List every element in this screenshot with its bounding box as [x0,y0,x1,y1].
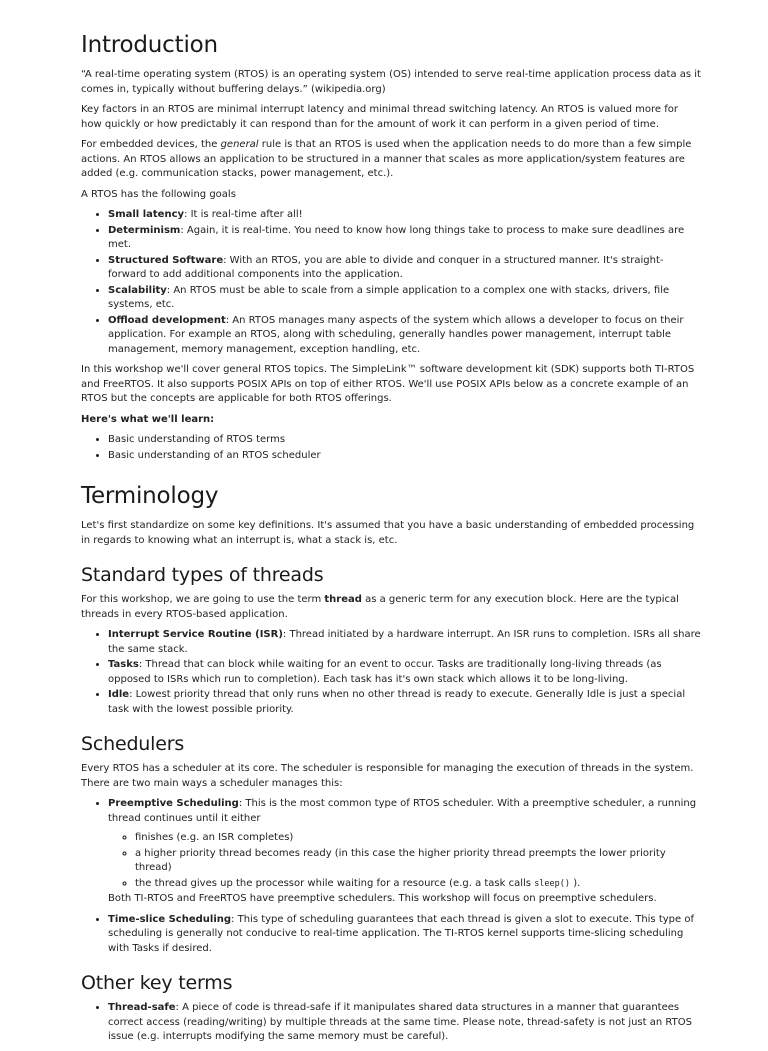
goal-desc: : With an RTOS, you are able to divide and conquer in a structured manner. It's straight-forward to add additional components into the application. [108,254,664,280]
goal-desc: : Again, it is real-time. You need to know how long things take to process to make sure deadlines are met. [108,224,685,250]
thread-type-desc: : Thread initiated by a hardware interrupt. An ISR runs to completion. ISRs all share the same stack. [108,629,701,655]
embedded-devices-paragraph [81,138,701,182]
goal-item [108,254,701,283]
thread-intro-post: as a generic term for any execution block. Here are the typical threads in every RTOS-based application. [81,594,679,620]
learn-heading [81,413,701,428]
goal-item [108,314,701,358]
other-terms-heading: Other key terms [81,972,233,994]
scheduler-item-preemptive [108,797,701,907]
goal-item [108,224,701,253]
goal-term: Offload development [108,314,226,326]
thread-type-desc: : Lowest priority thread that only runs when no other thread is ready to execute. Generally Idle is just a special task with the lowest possible priority. [108,689,686,715]
goal-item [108,284,701,313]
goal-term: Determinism [108,224,181,236]
condition-text-pre: the thread gives up the processor while waiting for a resource (e.g. a task calls [135,877,535,889]
goals-lead: A RTOS has the following goals [81,188,236,200]
scheduler-desc: : This type of scheduling guarantees that each thread is given a slot to execute. This type of scheduling is generally not conducive to real-time application. The TI-RTOS kernel supports time-slicing scheduling with Tasks if desired. [108,913,694,954]
schedulers-heading: Schedulers [81,733,185,755]
thread-type-desc: : Thread that can block while waiting for an event to occur. Tasks are traditionally long-living threads (as opposed to ISRs which run to completion). Each task has it's own stack which allows it to be long-living. [108,659,662,685]
learn-item: • Basic understanding of RTOS terms [108,433,701,448]
embedded-text-pre: For embedded devices, the [81,139,221,150]
goal-desc: : It is real-time after all! [184,209,303,220]
thread-types-intro [81,593,701,622]
key-factors-paragraph: Key factors in an RTOS are minimal interrupt latency and minimal thread switching latency. An RTOS is valued more for how quickly or how predictably it can respond than for the amount of work it can perform in a given period of time. [81,104,678,130]
sleep-code: sleep() [534,878,571,889]
thread-type-item [108,658,701,687]
goal-desc: : An RTOS manages many aspects of the system which allows a developer to focus on their application. For example an RTOS, along with scheduling, generally handles power management, interrupt table management, memory management, exception handling, etc. [108,314,684,355]
other-term-item [108,1001,701,1045]
document-body [81,30,701,1051]
thread-type-term: Interrupt Service Routine (ISR) [108,629,283,640]
goal-term: Small latency [108,209,185,220]
scheduler-term: Time-slice Scheduling [108,913,232,925]
preemption-conditions-list [108,831,701,891]
thread-type-term: Idle [108,689,130,700]
thread-types-list [81,628,701,717]
scheduler-desc: : This is the most common type of RTOS scheduler. With a preemptive scheduler, a running thread continues until it either [108,798,697,824]
learn-item: • Basic understanding of an RTOS scheduler [108,449,701,464]
learn-heading-text: Here's what we'll learn: [81,413,215,425]
rtos-definition-quote: “A real-time operating system (RTOS) is an operating system (OS) intended to serve real-time application process data as it comes in, typically without buffering delays.” (wikipedia.org) [81,69,701,95]
embedded-emphasis: general [220,139,259,150]
terminology-intro: Let's first standardize on some key definitions. It's assumed that you have a basic understanding of embedded processing in regards to knowing what an interrupt is, what a stack is, etc. [81,520,695,546]
preemption-condition [135,877,701,892]
goal-item [108,208,701,223]
goals-list [81,208,701,357]
schedulers-list [81,797,701,956]
other-term: Thread-safe [108,1002,176,1013]
thread-term: thread [324,594,362,605]
preemptive-note: Both TI-RTOS and FreeRTOS have preemptive schedulers. This workshop will focus on preemptive schedulers. [108,893,657,904]
goal-desc: : An RTOS must be able to scale from a simple application to a complex one with stacks, drivers, file systems, etc. [108,284,670,310]
introduction-heading: Introduction [81,32,218,58]
learn-list [81,433,701,463]
preemption-condition: ◦ finishes (e.g. an ISR completes) [135,831,701,846]
thread-types-heading: Standard types of threads [81,564,324,586]
thread-intro-pre: For this workshop, we are going to use the term [81,594,325,605]
thread-type-term: Tasks [108,659,139,670]
schedulers-intro: Every RTOS has a scheduler at its core. The scheduler is responsible for managing the execution of threads in the system. There are two main ways a scheduler manages this: [81,763,694,789]
goal-term: Structured Software [108,254,224,266]
condition-text-post: ). [570,877,581,889]
thread-type-item [108,688,701,717]
other-terms-list [81,1001,701,1045]
goal-term: Scalability [108,284,167,296]
other-term-desc: : A piece of code is thread-safe if it manipulates shared data structures in a manner that guarantees correct access (reading/writing) by multiple threads at the same time. Please note, thread-safety is not just an RTOS issue (e.g. interrupts modifying the same memory must be careful). [108,1002,692,1042]
scheduler-item-timeslice [108,913,701,957]
terminology-heading: Terminology [81,483,219,509]
thread-type-item [108,628,701,657]
embedded-text-post: rule is that an RTOS is used when the application needs to do more than a few simple actions. An RTOS allows an application to be structured in a manner that scales as more application/system features are added (e.g. communication stacks, power management, etc.). [81,139,692,179]
preemption-condition: ◦ a higher priority thread becomes ready (in this case the higher priority thread preempts the lower priority thread) [135,847,701,876]
workshop-paragraph: In this workshop we'll cover general RTOS topics. The SimpleLink™ software development kit (SDK) supports both TI-RTOS and FreeRTOS. It also supports POSIX APIs on top of either RTOS. We'll use POSIX APIs below as a concrete example of an RTOS but the concepts are applicable for both RTOS offerings. [81,364,695,404]
scheduler-term: Preemptive Scheduling [108,798,239,809]
